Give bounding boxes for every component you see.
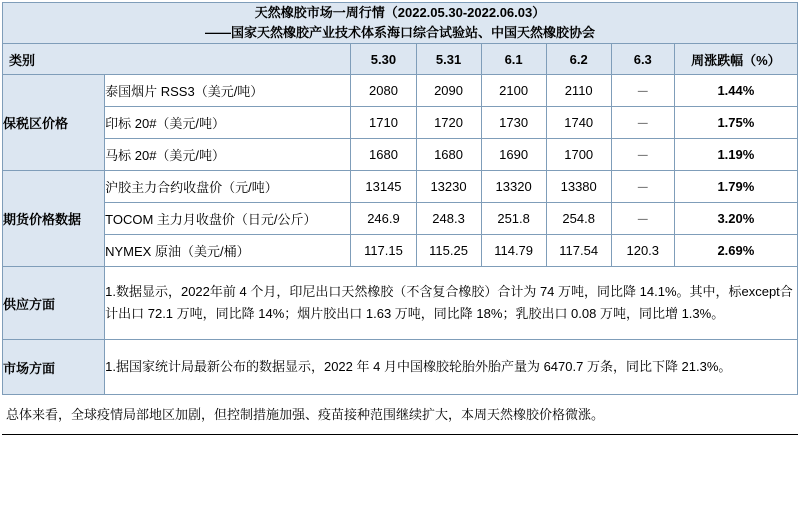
item-label: 马标 20#（美元/吨） <box>105 139 351 171</box>
cell-value: 1730 <box>481 107 546 139</box>
cell-value: 1680 <box>351 139 416 171</box>
column-header-category: 类别 <box>3 44 351 75</box>
report-page <box>0 2 800 518</box>
cell-value: 1720 <box>416 107 481 139</box>
title-line-2: ——国家天然橡胶产业技术体系海口综合试验站、中国天然橡胶协会 <box>204 25 595 41</box>
summary-text: 总体来看，全球疫情局部地区加剧，但控制措施加强、疫苗接种范围继续扩大，本周天然橡胶价格微涨。 <box>6 407 605 423</box>
cell-value: 2090 <box>416 75 481 107</box>
weekly-change-value: 2.69% <box>674 235 797 267</box>
report-title <box>3 3 798 44</box>
table-row <box>3 235 798 267</box>
cell-value: 1740 <box>546 107 611 139</box>
category-supply: 供应方面 <box>3 267 105 340</box>
table-row <box>3 340 798 395</box>
cell-value: 114.79 <box>481 235 546 267</box>
table-row <box>3 267 798 340</box>
weekly-change-value: 1.44% <box>674 75 797 107</box>
column-header-date-1: 5.30 <box>351 44 416 75</box>
item-label: 沪胶主力合约收盘价（元/吨） <box>105 171 351 203</box>
cell-value: 1690 <box>481 139 546 171</box>
cell-value: 1680 <box>416 139 481 171</box>
weekly-change-value: 1.79% <box>674 171 797 203</box>
cell-value: 13145 <box>351 171 416 203</box>
cell-value: 2080 <box>351 75 416 107</box>
weekly-change-value: 1.19% <box>674 139 797 171</box>
cell-value: － <box>611 203 674 235</box>
cell-value: 2110 <box>546 75 611 107</box>
cell-value: 254.8 <box>546 203 611 235</box>
table-row <box>3 75 798 107</box>
item-label: 泰国烟片 RSS3（美元/吨） <box>105 75 351 107</box>
category-bonded-zone-price: 保税区价格 <box>3 75 105 171</box>
header-row <box>3 44 798 75</box>
column-header-date-2: 5.31 <box>416 44 481 75</box>
table-row <box>3 107 798 139</box>
table-row <box>3 171 798 203</box>
cell-value: 13230 <box>416 171 481 203</box>
cell-value: 117.15 <box>351 235 416 267</box>
category-futures-price-data: 期货价格数据 <box>3 171 105 267</box>
cell-value: 13380 <box>546 171 611 203</box>
column-header-weekly-change: 周涨跌幅（%） <box>674 44 797 75</box>
cell-value: － <box>611 139 674 171</box>
cell-value: 117.54 <box>546 235 611 267</box>
item-label: 印标 20#（美元/吨） <box>105 107 351 139</box>
supply-text: 1.数据显示，2022年前 4 个月，印尼出口天然橡胶（不含复合橡胶）合计为 74 万吨，同比降 14.1%。其中，标except合计出口 72.1 万吨，同比降 14%；烟片胶出口 1.63 万吨，同比降 18%；乳胶出口 0.08 万吨，同比增 1.3%。 <box>105 267 798 340</box>
cell-value: 115.25 <box>416 235 481 267</box>
footer-divider <box>2 434 798 435</box>
market-text: 1.据国家统计局最新公布的数据显示，2022 年 4 月中国橡胶轮胎外胎产量为 6470.7 万条，同比下降 21.3%。 <box>105 340 798 395</box>
cell-value: 1710 <box>351 107 416 139</box>
cell-value: － <box>611 107 674 139</box>
title-row <box>3 3 798 44</box>
cell-value: 246.9 <box>351 203 416 235</box>
cell-value: 120.3 <box>611 235 674 267</box>
column-header-date-5: 6.3 <box>611 44 674 75</box>
market-report-table <box>2 2 798 395</box>
title-line-1: 天然橡胶市场一周行情（2022.05.30-2022.06.03） <box>254 5 546 20</box>
category-market: 市场方面 <box>3 340 105 395</box>
cell-value: － <box>611 75 674 107</box>
table-row <box>3 203 798 235</box>
column-header-date-4: 6.2 <box>546 44 611 75</box>
cell-value: 13320 <box>481 171 546 203</box>
item-label: NYMEX 原油（美元/桶） <box>105 235 351 267</box>
cell-value: 251.8 <box>481 203 546 235</box>
cell-value: 1700 <box>546 139 611 171</box>
cell-value: 2100 <box>481 75 546 107</box>
table-row <box>3 139 798 171</box>
weekly-change-value: 1.75% <box>674 107 797 139</box>
weekly-change-value: 3.20% <box>674 203 797 235</box>
cell-value: 248.3 <box>416 203 481 235</box>
cell-value: － <box>611 171 674 203</box>
column-header-date-3: 6.1 <box>481 44 546 75</box>
item-label: TOCOM 主力月收盘价（日元/公斤） <box>105 203 351 235</box>
